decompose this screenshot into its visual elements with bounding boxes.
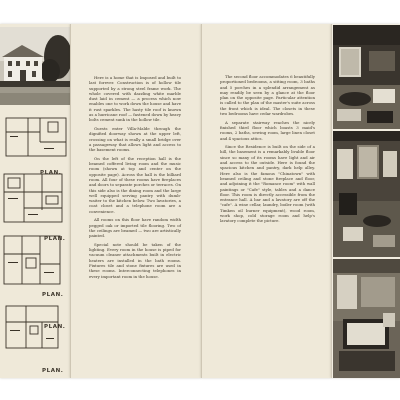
plan-label: PLAN. xyxy=(44,236,66,242)
fold-line xyxy=(201,24,202,378)
panel-text-right xyxy=(201,24,331,378)
floor-plans-drawing xyxy=(0,112,70,378)
paragraph: Guests enter Villa-Malde through the dignified doorway shown at the upper left, crossing on what is really a small bridge over a passageway that allows light and access to the basement rooms. xyxy=(89,125,181,153)
paragraph: Since the Residence is built on the side of a hill, the basement is a remarkably livable floor since so many of its rooms have light and air and access to the outside. Here is found the spacious kitchen and pantry, dark help alley. Here also is the famous "Chinatown" with beamed ceiling and stone fireplace and floor, and adjoining it the "Romance room" with wall paintings or "Cafe" style, tables and a dance floor. This room is directly accessible from the entrance hall. A bar and a lavatory are off the "cafe". A wine cellar, laundry, boiler room (with Timken oil burner equipment), wood room, work shop, cold storage room and help's lavatory complete the picture. xyxy=(220,144,315,224)
interior-photo-music-room xyxy=(333,131,400,257)
fold-line xyxy=(331,24,332,378)
panel-text-left xyxy=(70,24,201,378)
interior-photo-living-room xyxy=(333,25,400,129)
plan-label: PLAN. xyxy=(42,292,64,298)
paragraph: All rooms on this floor have random width pegged oak or imported tile flooring. Two of the ceilings are beamed — two are artistically painted. xyxy=(89,217,181,239)
text-column-right xyxy=(220,74,315,227)
paragraph: The second floor accommodates 6 beautifully proportioned bedrooms, a sitting room, 3 baths and 5 porches in a splendid arrangement as may readily be seen by a glance at the floor plan on the opposite page. Particular attention is called to the plan of the master's suite across the front which is ideal. The closets in these two bedrooms have cedar wardrobes. xyxy=(220,74,315,117)
text-column-left xyxy=(89,75,181,282)
plan-label: PLAN. xyxy=(42,368,64,374)
exterior-photo xyxy=(0,27,70,105)
panel-floor-plans xyxy=(0,24,70,378)
fold-line xyxy=(70,24,71,378)
paragraph: Special note should be taken of the lighting. Every room in the house is piped for vacuum cleaner attachments built in electric heaters are installed in the bath rooms. Fixtures tile and stone fixtures are used in these rooms. Interconnecting telephones in every important room in the house. xyxy=(89,241,181,279)
plan-label: PLAN. xyxy=(40,170,62,176)
paragraph: On the left of the reception hall is the beamed coffered living room and the music room (shown at top and center on the opposite page). Across the hall is the billiard room. All four of these rooms have fireplaces and doors to separate porches or terraces. On this side also is the dining room and the large well equipped serving pantry with dumb-waiter to the kitchen below. Two lavatories, a coat closet and a telephone room are a convenience. xyxy=(89,155,181,214)
paragraph: A separate stairway reaches the nicely finished third floor which boasts 3 maid's rooms, 2 baths, sewing room, large linen closet and 4 spacious attics. xyxy=(220,119,315,141)
paragraph: Here is a home that is Imposed and built to last forever. Construction is of hollow tile supported by a strong steel frame work. The whole covered with dazzling white marble dust laid in cement — a process which now enables one to work down the house and have it rust sparkles. The hasty tile roof is known as a hurricane roof — fastened down by heavy bolts cement sunk in the hollow tile. xyxy=(89,75,181,123)
interior-photo-bedroom xyxy=(333,259,400,378)
panel-interior-photos xyxy=(331,24,400,378)
plan-label: PLAN. xyxy=(44,324,66,330)
